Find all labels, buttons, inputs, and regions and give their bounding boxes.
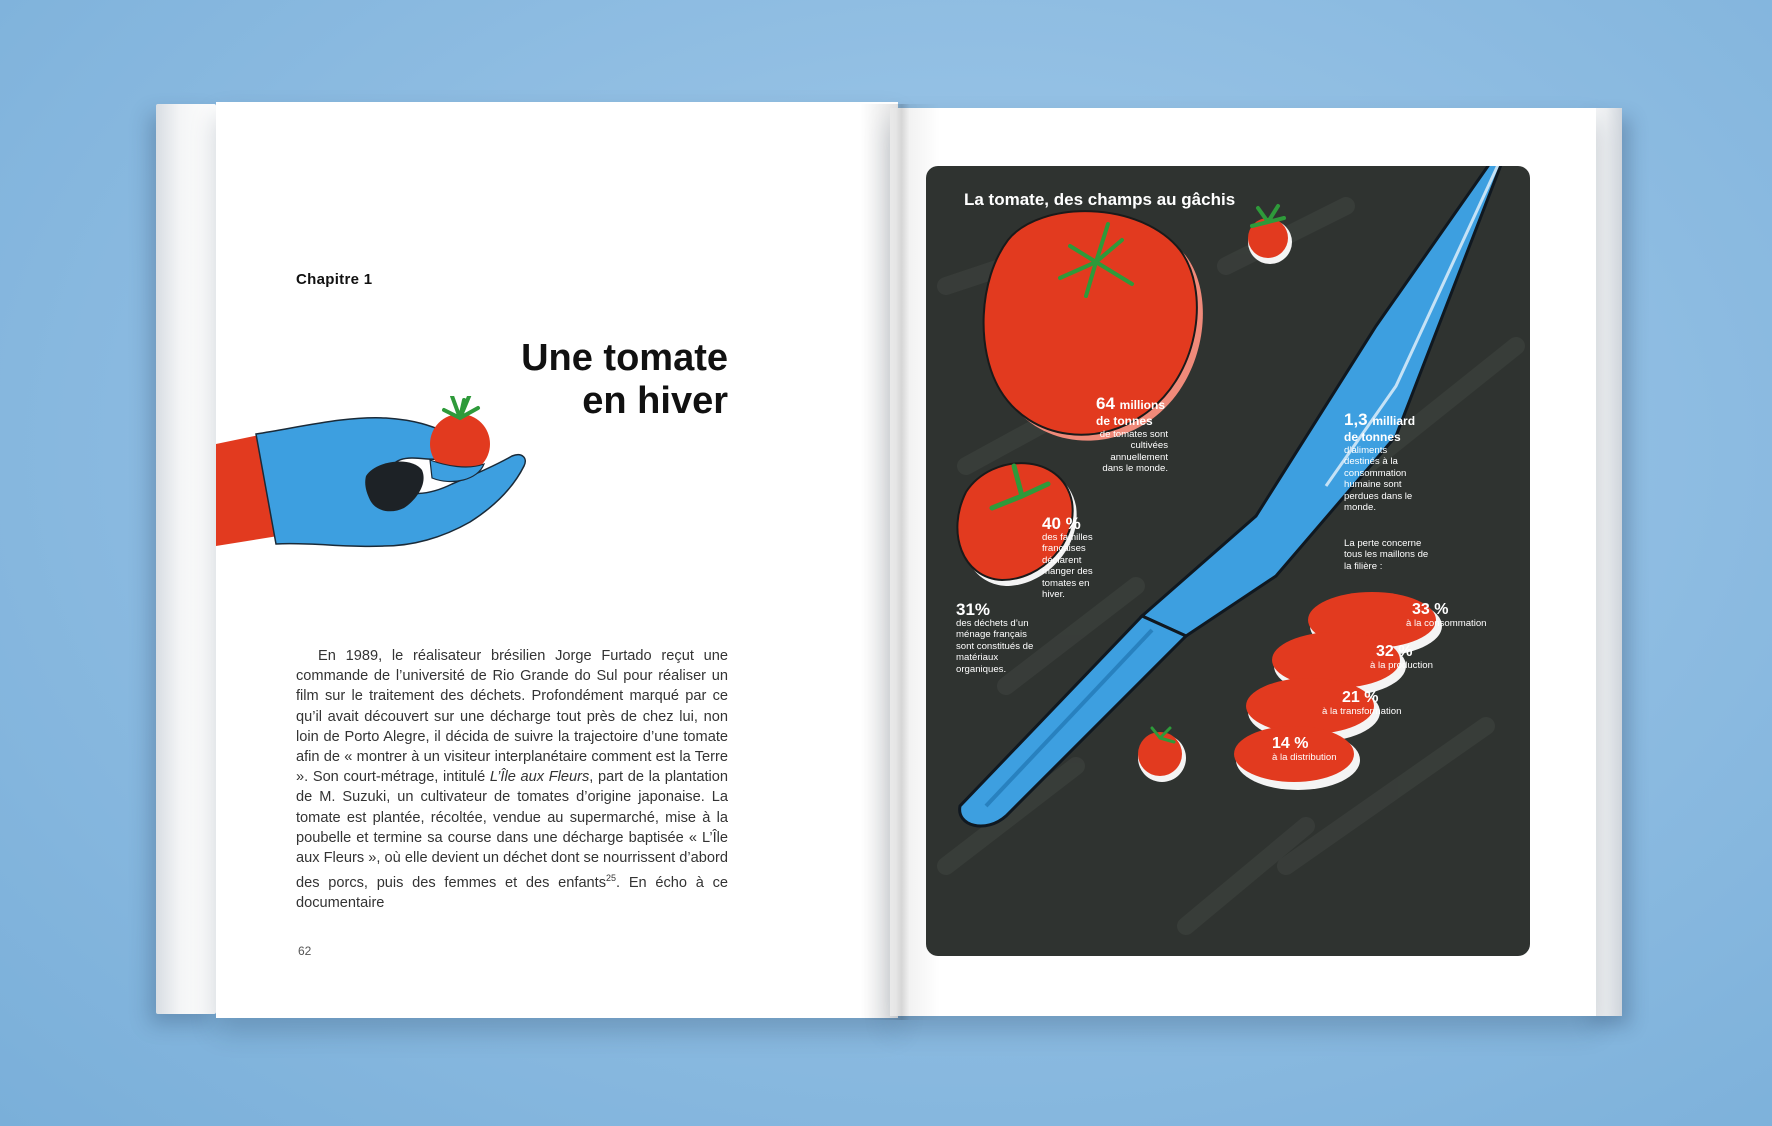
loss-transformation-pct: 21 %	[1342, 689, 1379, 706]
stat-40-percent	[1042, 516, 1112, 600]
infographic-panel	[926, 166, 1530, 956]
chapter-title-line1: Une tomate	[521, 337, 728, 379]
loss-consumption-label: à la consommation	[1406, 618, 1487, 629]
loss-production-pct: 32 %	[1376, 643, 1413, 660]
chapter-body-text	[296, 646, 728, 914]
loss-consumption	[1406, 601, 1487, 629]
stat-13-number: 1,3	[1344, 410, 1368, 429]
loss-distribution	[1272, 736, 1337, 763]
loss-intro-text: La perte concerne tous les maillons de la filière :	[1344, 538, 1429, 572]
stat-13-headline	[1344, 412, 1454, 429]
film-title-italic: L’Île aux Fleurs	[489, 769, 590, 786]
stat-64-million	[1096, 396, 1216, 475]
infographic-title: La tomate, des champs au gâchis	[964, 190, 1236, 209]
loss-production	[1370, 643, 1433, 671]
tomato-stem-shape	[444, 396, 478, 418]
body-text-part2: , part de la plantation de M. Suzuki, un cultivateur de tomates d’origine japonaise. La tomate est plantée, récoltée, vendue au supermarché, mise à la poubelle et termine sa course dans une décharge baptisée « L’Île aux Fleurs », où elle devient un déchet dont se nourrissent d’abord des porcs, puis des femmes et des enfants	[296, 769, 728, 892]
body-text-part3: . En écho à ce documentaire	[296, 875, 728, 912]
loss-transformation	[1322, 689, 1402, 717]
stat-13-text: d’aliments destinés à la consommation humaine sont perdues dans le monde.	[1344, 445, 1413, 514]
stat-40-text: des familles françaises déclarent manger des tomates en hiver.	[1042, 532, 1093, 601]
stat-64-number: 64	[1096, 394, 1115, 413]
stat-13-unit: milliard	[1372, 414, 1416, 428]
loss-production-label: à la production	[1370, 660, 1433, 671]
infographic-illustration	[926, 166, 1530, 956]
footnote-marker: 25	[606, 873, 617, 884]
loss-transformation-label: à la transformation	[1322, 706, 1402, 717]
stat-64-headline	[1096, 396, 1216, 413]
stat-64-unit: millions	[1119, 398, 1165, 412]
stat-31-text: des déchets d’un ménage français sont constitués de matériaux organiques.	[956, 618, 1034, 675]
hand-holding-tomato-illustration	[216, 396, 576, 586]
body-text-part1: En 1989, le réalisateur brésilien Jorge Furtado reçut une commande de l’université de Rio Grande do Sul pour réaliser un film sur le traitement des déchets. Profondément marqué par ce qu’il avait découvert sur une décharge tout près de chez lui, non loin de Porto Alegre, il décida de suivre la trajectoire d’une tomate afin de « montrer à un visiteur interplanétaire comment est la Terre ». Son court-métrage, intitulé	[296, 648, 728, 786]
page-edges-left	[156, 104, 216, 1014]
small-tomato-top	[1248, 206, 1292, 264]
stat-64-line2: de tonnes	[1096, 414, 1153, 428]
stat-31-percent	[956, 602, 1040, 675]
stat-1-3-billion	[1344, 412, 1454, 513]
stat-64-text: de tomates sont cultivées annuellement dans le monde.	[1099, 429, 1168, 475]
cherry-tomato-bottom	[1138, 728, 1186, 782]
stat-13-line2: de tonnes	[1344, 430, 1401, 444]
stat-31-number: 31%	[956, 600, 991, 619]
chapter-label: Chapitre 1	[296, 271, 373, 288]
chapter-title-line2: en hiver	[582, 380, 728, 422]
loss-distribution-pct: 14 %	[1272, 735, 1309, 752]
stat-40-number: 40 %	[1042, 514, 1081, 533]
loss-distribution-label: à la distribution	[1272, 752, 1337, 763]
loss-consumption-pct: 33 %	[1412, 601, 1449, 618]
page-number: 62	[298, 944, 312, 958]
